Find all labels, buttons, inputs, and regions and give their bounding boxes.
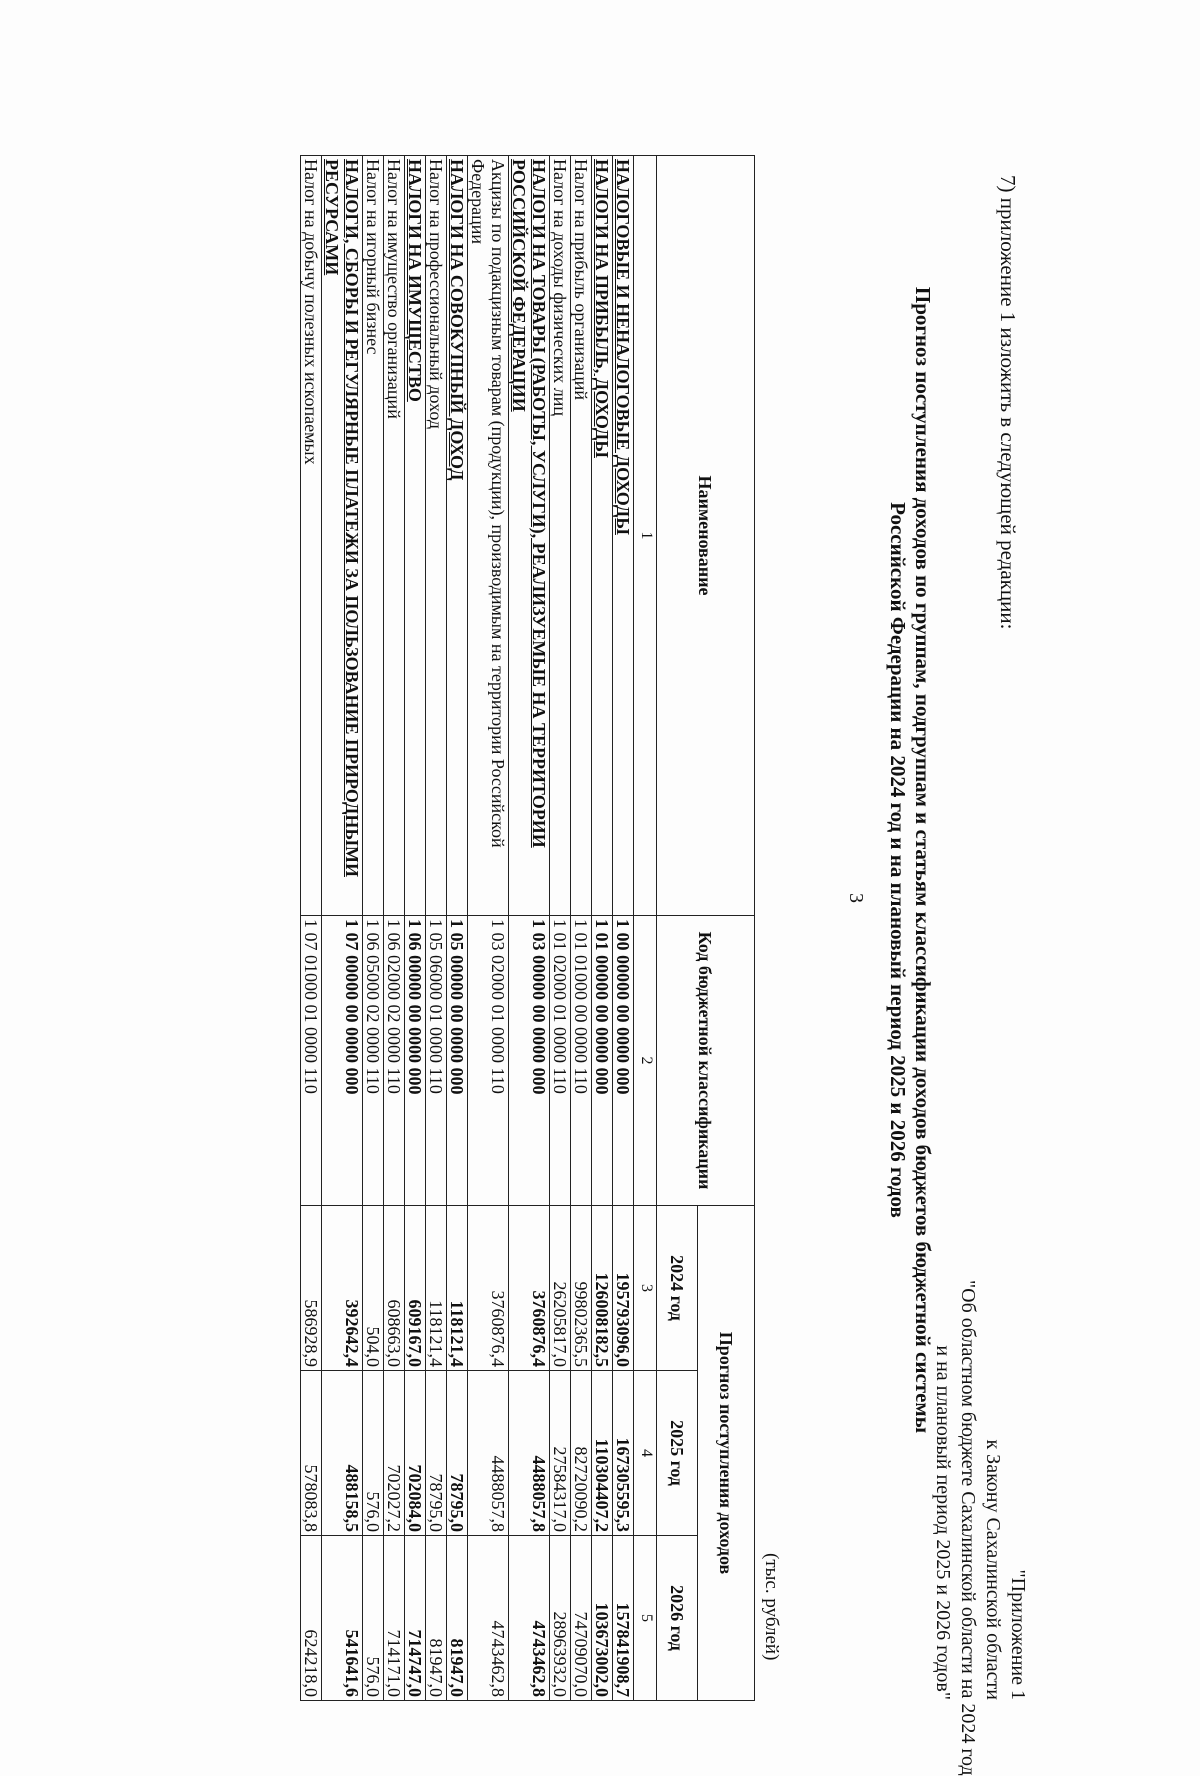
- row-value-2026: 103673002,0: [592, 1536, 613, 1701]
- row-value-2025: 4488057,8: [509, 1371, 550, 1536]
- row-value-2025: 578083,8: [301, 1371, 322, 1536]
- row-value-2024: 99802365,5: [571, 1206, 592, 1371]
- row-value-2025: 702027,2: [384, 1371, 405, 1536]
- row-value-2024: 118121,4: [426, 1206, 447, 1371]
- row-value-2025: 4488057,8: [468, 1371, 509, 1536]
- table-row: [613, 156, 634, 1701]
- row-code: 1 06 02000 02 0000 110: [384, 916, 405, 1206]
- table-row: [322, 156, 363, 1701]
- row-code: 1 05 00000 00 0000 000: [447, 916, 468, 1206]
- row-name: Налог на профессиональный доход: [426, 156, 447, 916]
- row-value-2024: 3760876,4: [509, 1206, 550, 1371]
- appendix-header-line: и на плановый период 2025 и 2026 годов": [932, 1345, 954, 1700]
- table-row: [592, 156, 613, 1701]
- row-code: 1 00 00000 00 0000 000: [613, 916, 634, 1206]
- row-value-2026: 81947,0: [447, 1536, 468, 1701]
- table-row: [384, 156, 405, 1701]
- column-number: 4: [634, 1371, 657, 1536]
- appendix-header-line: к Закону Сахалинской области: [982, 1439, 1004, 1700]
- table-row: [301, 156, 322, 1701]
- table-row: [571, 156, 592, 1701]
- row-value-2024: 392642,4: [322, 1206, 363, 1371]
- row-name: НАЛОГИ НА ПРИБЫЛЬ, ДОХОДЫ: [592, 156, 613, 916]
- appendix-header-line: "Об областном бюджете Сахалинской области на 2024 год: [957, 1280, 979, 1776]
- row-name: Налог на добычу полезных ископаемых: [301, 156, 322, 916]
- row-value-2024: 195793096,0: [613, 1206, 634, 1371]
- row-value-2024: 504,0: [363, 1206, 384, 1371]
- document-title: [885, 240, 935, 1480]
- row-code: 1 03 00000 00 0000 000: [509, 916, 550, 1206]
- row-value-2026: 714171,0: [384, 1536, 405, 1701]
- table-row: [468, 156, 509, 1701]
- header-code: Код бюджетной классификации: [657, 916, 755, 1206]
- row-value-2026: 576,0: [363, 1536, 384, 1701]
- row-value-2024: 26205817,0: [550, 1206, 571, 1371]
- table-row: [426, 156, 447, 1701]
- row-name: НАЛОГОВЫЕ И НЕНАЛОГОВЫЕ ДОХОДЫ: [613, 156, 634, 916]
- row-value-2026: 157841908,7: [613, 1536, 634, 1701]
- revenue-table: [300, 155, 755, 1701]
- row-value-2026: 81947,0: [426, 1536, 447, 1701]
- header-2026: 2026 год: [657, 1536, 698, 1701]
- table-header-row: [698, 156, 755, 1701]
- row-name: Налог на имущество организаций: [384, 156, 405, 916]
- row-code: 1 01 01000 00 0000 110: [571, 916, 592, 1206]
- row-value-2025: 167305595,3: [613, 1371, 634, 1536]
- row-value-2025: 702084,0: [405, 1371, 426, 1536]
- header-name: Наименование: [657, 156, 755, 916]
- units-note: (тыс. рублей): [761, 1553, 782, 1661]
- row-value-2024: 126008182,5: [592, 1206, 613, 1371]
- row-value-2025: 82720090,2: [571, 1371, 592, 1536]
- row-value-2024: 3760876,4: [468, 1206, 509, 1371]
- row-name: Налог на доходы физических лиц: [550, 156, 571, 916]
- header-forecast: Прогноз поступления доходов: [698, 1206, 755, 1701]
- row-value-2025: 110304407,2: [592, 1371, 613, 1536]
- table-row: [405, 156, 426, 1701]
- row-value-2026: 541641,6: [322, 1536, 363, 1701]
- table-row: [447, 156, 468, 1701]
- row-code: 1 07 00000 00 0000 000: [322, 916, 363, 1206]
- row-value-2026: 4743462,8: [509, 1536, 550, 1701]
- row-value-2024: 608663,0: [384, 1206, 405, 1371]
- title-line: Прогноз поступления доходов по группам, подгруппам и статьям классификации доходов бюджетов бюджетной системы: [911, 286, 935, 1434]
- row-value-2025: 78795,0: [426, 1371, 447, 1536]
- table-row: [363, 156, 384, 1701]
- row-code: 1 03 02000 01 0000 110: [468, 916, 509, 1206]
- row-code: 1 01 02000 01 0000 110: [550, 916, 571, 1206]
- appendix-header-line: "Приложение 1: [1007, 1569, 1029, 1700]
- table-body: [301, 156, 634, 1701]
- row-value-2026: 28963932,0: [550, 1536, 571, 1701]
- column-number: 3: [634, 1206, 657, 1371]
- row-name: Налог на прибыль организаций: [571, 156, 592, 916]
- row-value-2024: 609167,0: [405, 1206, 426, 1371]
- row-name: НАЛОГИ НА ТОВАРЫ (РАБОТЫ, УСЛУГИ), РЕАЛИЗУЕМЫЕ НА ТЕРРИТОРИИ РОССИЙСКОЙ ФЕДЕРАЦИИ: [509, 156, 550, 916]
- row-value-2026: 624218,0: [301, 1536, 322, 1701]
- row-value-2026: 4743462,8: [468, 1536, 509, 1701]
- column-number: 1: [634, 156, 657, 916]
- title-line: Российской Федерации на 2024 год и на плановый период 2025 и 2026 годов: [886, 502, 910, 1218]
- row-value-2025: 576,0: [363, 1371, 384, 1536]
- column-number: 2: [634, 916, 657, 1206]
- row-code: 1 05 06000 01 0000 110: [426, 916, 447, 1206]
- table-row: [550, 156, 571, 1701]
- row-value-2024: 586928,9: [301, 1206, 322, 1371]
- row-value-2024: 118121,4: [447, 1206, 468, 1371]
- row-name: НАЛОГИ, СБОРЫ И РЕГУЛЯРНЫЕ ПЛАТЕЖИ ЗА ПОЛЬЗОВАНИЕ ПРИРОДНЫМИ РЕСУРСАМИ: [322, 156, 363, 916]
- row-name: Акцизы по подакцизным товарам (продукции), производимым на территории Российской Федерации: [468, 156, 509, 916]
- row-value-2026: 714747,0: [405, 1536, 426, 1701]
- row-name: НАЛОГИ НА СОВОКУПНЫЙ ДОХОД: [447, 156, 468, 916]
- header-2024: 2024 год: [657, 1206, 698, 1371]
- appendix-header: [930, 1280, 1030, 1776]
- row-code: 1 01 00000 00 0000 000: [592, 916, 613, 1206]
- row-code: 1 06 00000 00 0000 000: [405, 916, 426, 1206]
- row-code: 1 06 05000 02 0000 110: [363, 916, 384, 1206]
- row-value-2025: 78795,0: [447, 1371, 468, 1536]
- column-number-row: [634, 156, 657, 1701]
- row-value-2026: 74709070,0: [571, 1536, 592, 1701]
- row-name: Налог на игорный бизнес: [363, 156, 384, 916]
- table-row: [509, 156, 550, 1701]
- row-name: НАЛОГИ НА ИМУЩЕСТВО: [405, 156, 426, 916]
- intro-text: 7) приложение 1 изложить в следующей редакции:: [996, 175, 1020, 630]
- row-code: 1 07 01000 01 0000 110: [301, 916, 322, 1206]
- column-number: 5: [634, 1536, 657, 1701]
- row-value-2025: 27584317,0: [550, 1371, 571, 1536]
- header-2025: 2025 год: [657, 1371, 698, 1536]
- row-value-2025: 488158,5: [322, 1371, 363, 1536]
- page-number: 3: [845, 893, 867, 903]
